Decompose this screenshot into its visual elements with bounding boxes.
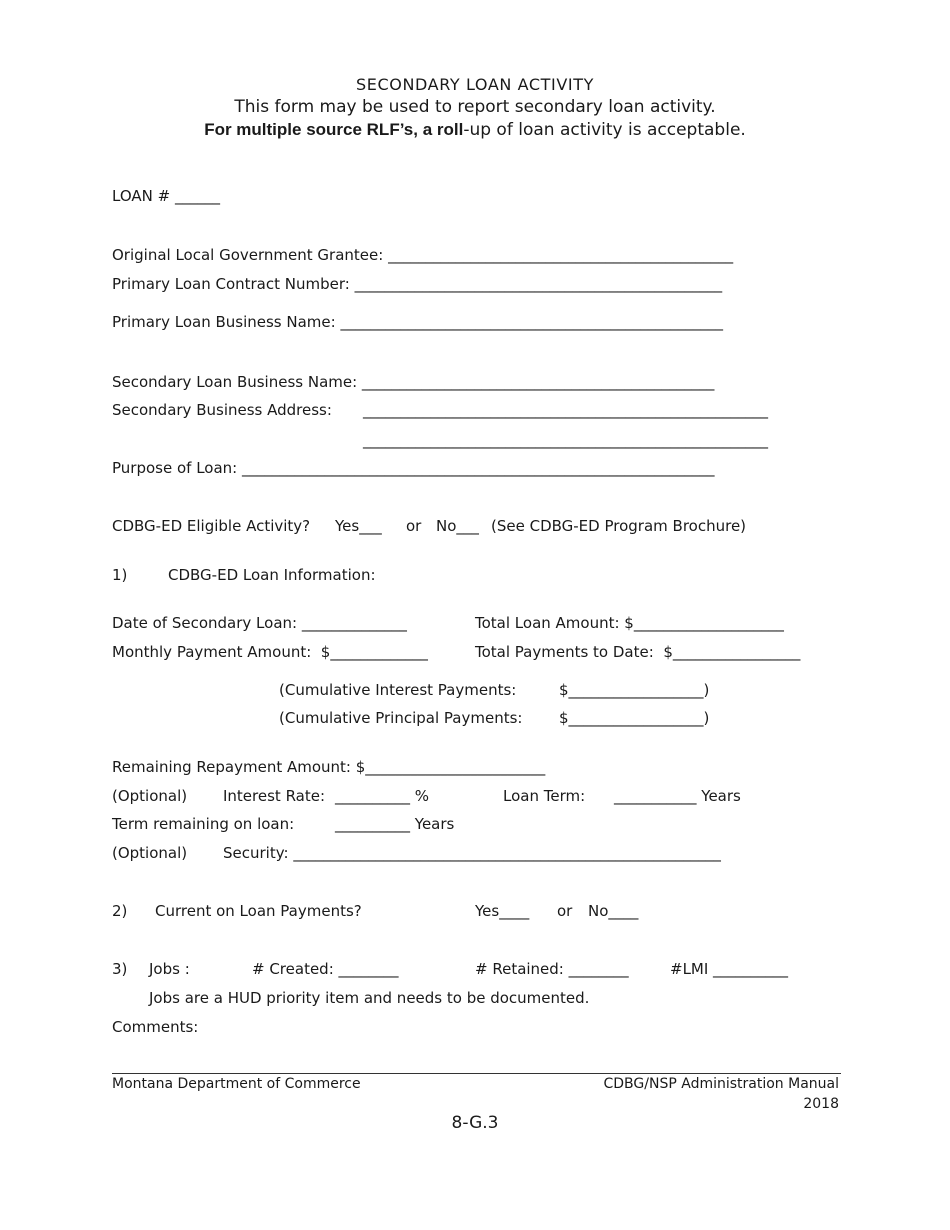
cumulative-principal-field[interactable]: $__________________): [559, 709, 710, 727]
term-remaining-field[interactable]: __________ Years: [335, 815, 455, 833]
optional-label-2: (Optional): [112, 844, 188, 862]
eligible-yes-field[interactable]: Yes___: [335, 517, 382, 535]
section-2-number: 2): [112, 902, 128, 920]
loan-number-field[interactable]: LOAN # ______: [112, 187, 220, 205]
original-grantee-field[interactable]: Original Local Government Grantee: ______________________________________________: [112, 246, 734, 264]
optional-label: (Optional): [112, 787, 188, 805]
current-yes-field[interactable]: Yes____: [475, 902, 530, 920]
cumulative-principal-label: (Cumulative Principal Payments:: [279, 709, 523, 727]
loan-term-field[interactable]: ___________ Years: [614, 787, 741, 805]
form-subtitle: This form may be used to report secondary loan activity.: [234, 97, 716, 117]
jobs-note: Jobs are a HUD priority item and needs to be documented.: [149, 989, 590, 1007]
jobs-label: Jobs :: [149, 960, 190, 978]
footer-manual-title: CDBG/NSP Administration Manual: [603, 1076, 839, 1092]
total-loan-amount-field[interactable]: Total Loan Amount: $____________________: [475, 614, 784, 632]
secondary-address-label: Secondary Business Address:: [112, 401, 332, 419]
form-note: [0, 121, 950, 139]
loan-term-label: Loan Term:: [503, 787, 586, 805]
eligible-activity-question: CDBG-ED Eligible Activity?: [112, 517, 311, 535]
secondary-address-line1-field[interactable]: ______________________________________________________: [363, 401, 768, 419]
form-note-bold: For multiple source RLF’s, a roll: [204, 120, 464, 139]
section-1-number: 1): [112, 566, 128, 584]
eligible-note: (See CDBG-ED Program Brochure): [491, 517, 747, 535]
section-3-number: 3): [112, 960, 128, 978]
eligible-or-text: or: [406, 517, 422, 535]
purpose-of-loan-field[interactable]: Purpose of Loan: _______________________________________________________________: [112, 459, 715, 477]
page-number: 8-G.3: [451, 1113, 499, 1133]
jobs-created-field[interactable]: # Created: ________: [252, 960, 399, 978]
jobs-retained-field[interactable]: # Retained: ________: [475, 960, 629, 978]
security-field[interactable]: Security: _________________________________________________________: [223, 844, 721, 862]
eligible-no-field[interactable]: No___: [436, 517, 479, 535]
monthly-payment-field[interactable]: Monthly Payment Amount: $_____________: [112, 643, 428, 661]
footer-year: 2018: [803, 1096, 839, 1112]
form-title: SECONDARY LOAN ACTIVITY: [356, 75, 594, 94]
current-payments-question: Current on Loan Payments?: [155, 902, 362, 920]
cumulative-interest-label: (Cumulative Interest Payments:: [279, 681, 517, 699]
primary-business-name-field[interactable]: Primary Loan Business Name: ___________________________________________________: [112, 313, 723, 331]
current-or-text: or: [557, 902, 573, 920]
footer-department: Montana Department of Commerce: [112, 1076, 361, 1092]
current-no-field[interactable]: No____: [588, 902, 639, 920]
form-note-rest: -up of loan activity is acceptable.: [463, 120, 746, 140]
total-payments-field[interactable]: Total Payments to Date: $_________________: [475, 643, 801, 661]
section-1-title: CDBG-ED Loan Information:: [168, 566, 376, 584]
jobs-lmi-field[interactable]: #LMI __________: [670, 960, 789, 978]
secondary-address-line2-field[interactable]: ______________________________________________________: [363, 431, 768, 449]
term-remaining-label: Term remaining on loan:: [112, 815, 295, 833]
footer-divider: [112, 1073, 841, 1074]
primary-contract-number-field[interactable]: Primary Loan Contract Number: _________________________________________________: [112, 275, 723, 293]
cumulative-interest-field[interactable]: $__________________): [559, 681, 710, 699]
interest-rate-field[interactable]: __________ %: [335, 787, 430, 805]
comments-label: Comments:: [112, 1018, 199, 1036]
secondary-loan-date-field[interactable]: Date of Secondary Loan: ______________: [112, 614, 407, 632]
interest-rate-label: Interest Rate:: [223, 787, 326, 805]
remaining-repayment-field[interactable]: Remaining Repayment Amount: $________________________: [112, 758, 546, 776]
secondary-business-name-field[interactable]: Secondary Loan Business Name: _______________________________________________: [112, 373, 715, 391]
